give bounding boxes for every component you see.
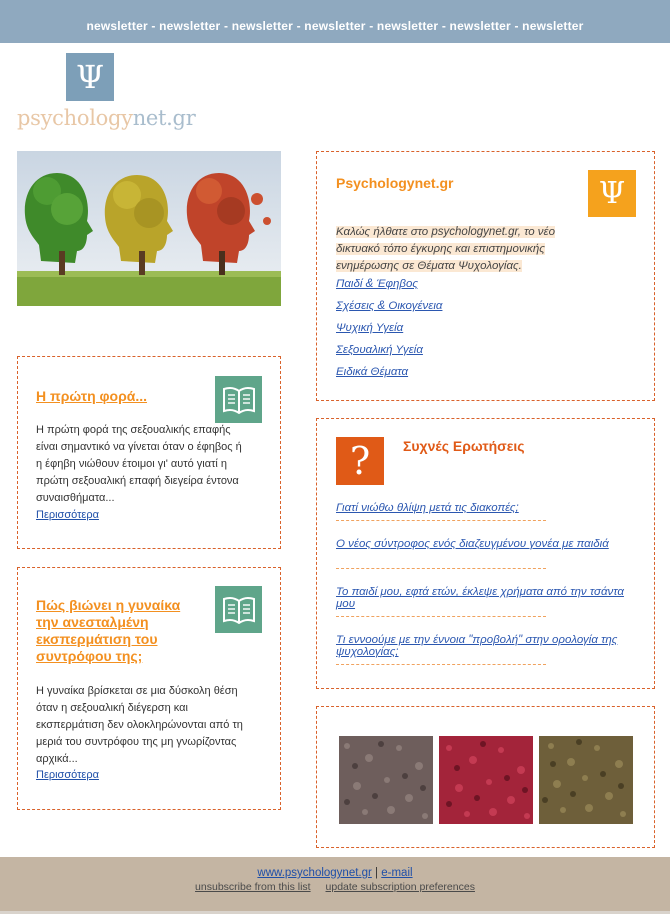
category-link-relationships-family[interactable]: Σχέσεις & Οικογένεια (336, 300, 443, 312)
newsletter-banner: newsletter - newsletter - newsletter - newsletter - newsletter - newsletter - newsletter (0, 0, 670, 43)
psi-symbol: Ψ (598, 175, 626, 211)
category-link-child-teen[interactable]: Παιδί & Έφηβος (336, 278, 418, 290)
faq-question-3[interactable]: Το παιδί μου, εφτά ετών, έκλεψε χρήματα από την τσάντα μου (336, 586, 624, 610)
hero-image-tree-heads (17, 151, 281, 306)
psi-symbol: Ψ (75, 58, 105, 96)
article-2-title[interactable]: Πώς βιώνει η γυναίκα την ανεσταλμένη εκσπερμάτιση του συντρόφου της; (36, 597, 181, 664)
book-icon (215, 376, 262, 423)
footer-separator: | (375, 867, 379, 879)
psi-logo-icon (588, 170, 636, 217)
article-2-excerpt: Η γυναίκα βρίσκεται σε μια δύσκολη θέση όταν η σεξουαλική διέγερση και εκσπερμάτιση δεν ολοκληρώνονται από τη μεριά του συντρόφου της μη γνωρίζοντας αρχικά... (36, 685, 243, 765)
carpet-swatch-grey[interactable] (339, 736, 433, 824)
carpet-swatch-red[interactable] (439, 736, 533, 824)
footer-links (0, 867, 670, 879)
faq-question-1[interactable]: Γιατί νιώθω θλίψη μετά τις διακοπές; (336, 502, 519, 514)
website-link[interactable]: www.psychologynet.gr (257, 867, 372, 879)
book-icon (215, 586, 262, 633)
psychologynet-logo-icon[interactable] (66, 53, 114, 101)
logo-text-part1: psychology (17, 106, 133, 130)
unsubscribe-link[interactable]: unsubscribe from this list (195, 881, 311, 893)
article-1-title[interactable]: Η πρώτη φορά... (36, 388, 148, 404)
article-1-more-link[interactable]: Περισσότερα (36, 509, 99, 521)
carpet-swatch-olive[interactable] (539, 736, 633, 824)
article-1-excerpt: Η πρώτη φορά της σεξουαλικής επαφής είναι σημαντικό να γίνεται όταν ο έφηβος ή η έφηβη νιώθουν έτοιμοι γι' αυτό γιατί η πρώτη σεξουαλική επαφή διεγείρα έντονα συναισθήματα... (36, 424, 242, 504)
faq-question-2[interactable]: Ο νέος σύντροφος ενός διαζευγμένου γονέα με παιδιά (336, 538, 609, 550)
footer-subscription-links (0, 881, 670, 893)
question-mark-glyph: ? (349, 439, 371, 483)
welcome-title[interactable]: Psychologynet.gr (336, 175, 454, 191)
email-link[interactable]: e-mail (381, 867, 413, 879)
article-2-more-link[interactable]: Περισσότερα (36, 769, 99, 781)
category-link-special-topics[interactable]: Ειδικά Θέματα (336, 366, 409, 378)
faq-divider (336, 520, 546, 521)
welcome-text (336, 224, 598, 275)
question-mark-icon (336, 437, 384, 485)
update-preferences-link[interactable]: update subscription preferences (325, 881, 475, 893)
welcome-text-highlight: Καλώς ήλθατε στο psychologynet.gr, το νέο δικτυακό τόπο έγκυρης και επιστημονικής ενημέρωσης σε Θέματα Ψυχολογίας. (336, 226, 556, 272)
logo-text-part2: net.gr (132, 106, 196, 130)
faq-question-4[interactable]: Τι εννοούμε με την έννοια "προβολή" στην ορολογία της ψυχολογίας; (336, 634, 618, 658)
category-link-sexual-health[interactable]: Σεξουαλική Υγεία (336, 344, 423, 356)
site-logo-text[interactable] (17, 106, 195, 130)
faq-title[interactable]: Συχνές Ερωτήσεις (403, 438, 525, 454)
faq-divider (336, 664, 546, 665)
category-link-mental-health[interactable]: Ψυχική Υγεία (336, 322, 404, 334)
faq-divider (336, 568, 546, 569)
faq-divider (336, 616, 546, 617)
tree-heads-image (17, 151, 281, 306)
